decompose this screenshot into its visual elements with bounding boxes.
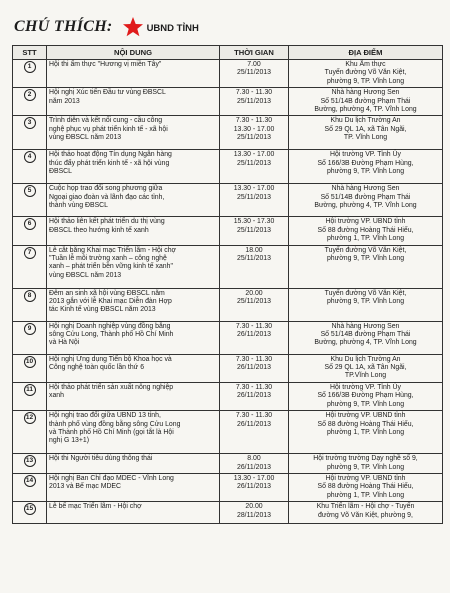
row-number-badge: 7 [24,247,36,259]
row-content-text: Hội thi Người tiêu dùng thông thái [49,455,153,463]
row-place [289,382,443,410]
table-row [13,382,443,410]
table-row [13,184,443,217]
row-number-badge: 15 [24,503,36,515]
row-place [289,354,443,382]
header-content: NỘI DUNG [47,46,220,60]
row-place-text: Khu Du lịch Trường An Số 29 QL 1A, xã Tân Ngãi, TP.Vĩnh Long [324,355,407,380]
row-time [220,217,289,245]
row-place [289,411,443,454]
table-row [13,502,443,524]
row-content [47,411,220,454]
row-time-text: 7.30 - 11.30 26/11/2013 [235,355,273,372]
row-time-text: 7.00 25/11/2013 [237,61,271,77]
row-place-text: Hội trường VP. Tỉnh Ủy Số 166/3B Đường Phạm Hùng, phường 9, TP. Vĩnh Long [317,383,414,408]
row-place-text: Hội trường VP. UBND tỉnh Số 88 đường Hoàng Thái Hiếu, phường 1, TP. Vĩnh Long [317,474,414,499]
row-content [47,454,220,474]
row-stt [13,60,47,88]
row-content [47,217,220,245]
row-content-text: Lễ bế mạc Triển lãm - Hội chợ [49,503,142,511]
row-place [289,217,443,245]
row-content [47,354,220,382]
row-content-text: Đêm an sinh xã hội vùng ĐBSCL năm 2013 gắn với lễ Khai mạc Diễn đàn Hợp tác Kinh tế vùng ĐBSCL năm 2013 [49,289,172,314]
row-place [289,454,443,474]
row-time [220,116,289,150]
row-content-text: Hội nghị trao đổi giữa UBND 13 tỉnh, thành phố vùng đồng bằng sông Cửu Long và Thành phố Hồ Chí Minh (gọi tắt là Hội nghị G 13+1) [49,412,181,445]
row-time [220,184,289,217]
row-place-text: Nhà hàng Hương Sen Số 51/14B đường Phạm Thái Bường, phường 4, TP. Vĩnh Long [314,185,417,210]
row-time [220,502,289,524]
row-place-text: Nhà hàng Hương Sen Số 51/14B đường Phạm Thái Bường, phường 4, TP. Vĩnh Long [314,322,417,347]
row-place [289,150,443,184]
row-place-text: Hội trường trường Dạy nghề số 9, phường 9, TP. Vĩnh Long [313,455,418,471]
row-time-text: 13.30 - 17.00 25/11/2013 [233,151,275,167]
row-stt [13,473,47,501]
row-time [220,411,289,454]
row-place-text: Tuyến đường Võ Văn Kiệt, phường 9, TP. Vĩnh Long [324,289,407,306]
header-place: ĐỊA ĐIỂM [289,46,443,60]
row-content-text: Hội thảo phát triển sản xuất nông nghiệp xanh [49,383,174,400]
row-content-text: Hội nghị Ứng dụng Tiến bộ Khoa học và Công nghệ toàn quốc lần thứ 6 [49,355,172,372]
row-place [289,473,443,501]
row-time [220,150,289,184]
row-stt [13,217,47,245]
row-stt [13,454,47,474]
row-place-text: Hội trường VP. Tỉnh Ủy Số 166/3B Đường Phạm Hùng, phường 9, TP. Vĩnh Long [317,151,414,176]
table-row [13,321,443,354]
row-place-text: Hội trường VP. UBND tỉnh Số 88 đường Hoàng Thái Hiếu, phường 1, TP. Vĩnh Long [317,218,414,243]
row-content [47,502,220,524]
schedule-table [12,45,443,524]
row-time-text: 15.30 - 17.30 25/11/2013 [233,218,275,234]
row-content [47,60,220,88]
row-content-text: Hội thi ẩm thực "Hương vị miền Tây" [49,61,162,68]
legend-label: CHÚ THÍCH: [14,18,113,35]
table-header-row [13,46,443,60]
table-row [13,88,443,116]
row-content-text: Lễ cắt băng Khai mạc Triển lãm - Hội chợ "Tuần lễ môi trường xanh – công nghệ xanh – phát triển bền vững kinh tế xanh" vùng ĐBSCL năm 2013 [49,246,177,279]
row-stt [13,354,47,382]
row-stt [13,184,47,217]
row-number-badge: 1 [24,61,36,73]
row-place-text: Hội trường VP. UBND tỉnh Số 88 đường Hoàng Thái Hiếu, phường 1, TP. Vĩnh Long [317,412,414,436]
legend-marker-text: UBND TỈNH [146,23,199,34]
row-content [47,184,220,217]
row-content [47,245,220,288]
row-time [220,382,289,410]
row-number-badge: 14 [24,475,36,487]
row-stt [13,116,47,150]
row-number-badge: 6 [24,218,36,230]
row-place [289,116,443,150]
row-place [289,321,443,354]
row-content [47,382,220,410]
table-row [13,60,443,88]
row-content-text: Hội nghị Xúc tiến Đầu tư vùng ĐBSCL năm 2013 [49,89,166,105]
row-stt [13,150,47,184]
header-stt: STT [13,46,47,60]
header-time: THỜI GIAN [220,46,289,60]
table-row [13,116,443,150]
row-content-text: Cuộc họp trao đổi song phương giữa Ngoại giao đoàn và lãnh đạo các tỉnh, thành vùng ĐBSCL [49,185,165,210]
row-number-badge: 12 [24,412,36,424]
table-row [13,411,443,454]
row-content [47,116,220,150]
row-content-text: Trình diễn và kết nối cung - cầu công nghệ phục vụ phát triển kinh tế - xã hội vùng ĐBSCL năm 2013 [49,117,168,142]
row-time-text: 8.00 26/11/2013 [237,455,271,471]
table-row [13,454,443,474]
row-number-badge: 5 [24,185,36,197]
row-content [47,288,220,321]
row-place-text: Tuyến đường Võ Văn Kiệt, phường 9, TP. Vĩnh Long [324,246,407,263]
row-stt [13,502,47,524]
table-row [13,217,443,245]
row-place [289,502,443,524]
row-time-text: 13.30 - 17.00 25/11/2013 [233,185,275,201]
red-star-icon [122,16,144,38]
row-time-text: 7.30 - 11.30 25/11/2013 [235,89,273,105]
row-content [47,321,220,354]
row-time [220,60,289,88]
legend [14,16,199,38]
row-content [47,150,220,184]
row-content [47,88,220,116]
row-time-text: 20.00 28/11/2013 [237,503,271,519]
row-stt [13,288,47,321]
row-time [220,245,289,288]
row-number-badge: 8 [24,290,36,302]
row-time-text: 7.30 - 11.30 26/11/2013 [235,383,273,400]
row-time-text: 18.00 25/11/2013 [237,246,271,263]
row-place-text: Khu Triển lãm - Hội chợ - Tuyến đường Võ Văn Kiệt, phường 9, [316,503,415,519]
row-time-text: 7.30 - 11.30 26/11/2013 [235,412,273,428]
row-number-badge: 10 [24,356,36,368]
table-row [13,354,443,382]
row-time-text: 7.30 - 11.30 13.30 - 17.00 25/11/2013 [233,117,275,142]
row-number-badge: 13 [24,455,36,467]
row-stt [13,382,47,410]
row-time [220,454,289,474]
table-row [13,245,443,288]
row-stt [13,411,47,454]
row-time [220,354,289,382]
row-stt [13,88,47,116]
row-content-text: Hội thảo hoạt động Tín dụng Ngân hàng thúc đẩy phát triển kinh tế - xã hội vùng ĐBSCL [49,151,172,176]
row-place-text: Khu Ẩm thực Tuyến đường Võ Văn Kiệt, phường 9, TP. Vĩnh Long [324,61,407,85]
row-content-text: Hội nghị Ban Chỉ đạo MDEC - Vĩnh Long 2013 và Bế mạc MDEC [49,474,174,491]
row-stt [13,321,47,354]
row-time [220,288,289,321]
row-content-text: Hội thảo liên kết phát triển du thị vùng ĐBSCL theo hướng kinh tế xanh [49,218,165,234]
row-content-text: Hội nghị Doanh nghiệp vùng đồng bằng sông Cửu Long, Thành phố Hồ Chí Minh và Hà Nội [49,322,174,347]
table-row [13,150,443,184]
row-time-text: 7.30 - 11.30 26/11/2013 [235,322,273,339]
row-time [220,321,289,354]
row-stt [13,245,47,288]
row-place [289,184,443,217]
row-number-badge: 11 [24,384,36,396]
table-row [13,473,443,501]
row-time-text: 13.30 - 17.00 26/11/2013 [233,474,275,491]
row-place [289,245,443,288]
row-place-text: Nhà hàng Hương Sen Số 51/14B đường Phạm Thái Bường, phường 4, TP. Vĩnh Long [314,89,417,114]
row-number-badge: 4 [24,151,36,163]
row-place [289,288,443,321]
row-place-text: Khu Du lịch Trường An Số 29 QL 1A, xã Tân Ngãi, TP. Vĩnh Long [324,117,407,142]
row-number-badge: 9 [24,323,36,335]
row-place [289,60,443,88]
row-time-text: 20.00 25/11/2013 [237,289,271,306]
row-time [220,473,289,501]
row-number-badge: 3 [24,117,36,129]
row-place [289,88,443,116]
row-time [220,88,289,116]
row-content [47,473,220,501]
table-row [13,288,443,321]
row-number-badge: 2 [24,89,36,101]
